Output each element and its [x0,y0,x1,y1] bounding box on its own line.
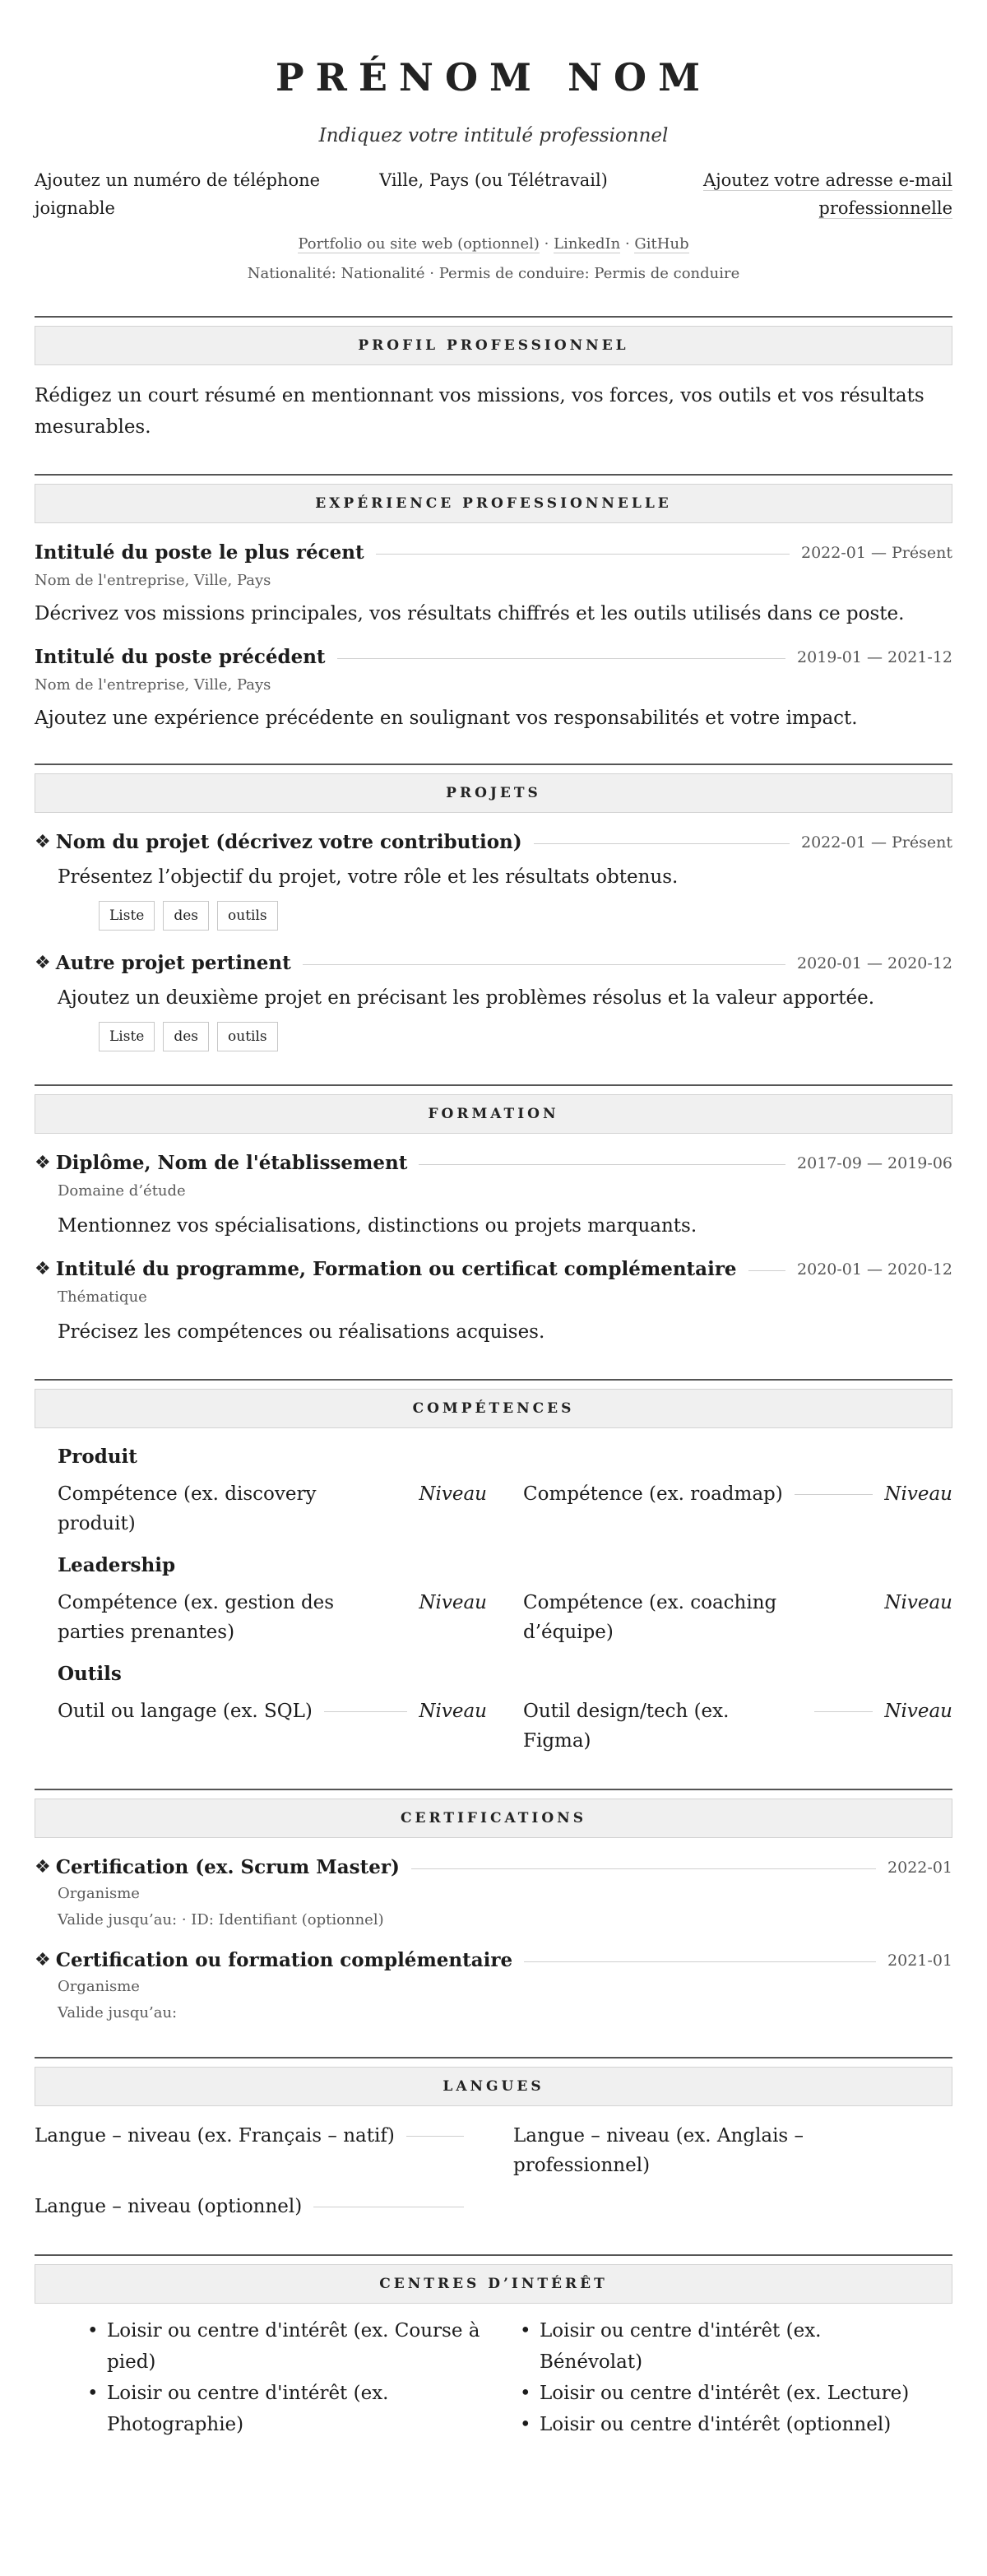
skill-grid [58,1696,952,1756]
skill-item [58,1479,487,1539]
experience-entry [35,541,952,628]
phone: Ajoutez un numéro de téléphone joignable [35,170,321,218]
section-interests [35,2254,952,2440]
degree-description: Mentionnez vos spécialisations, distinctions ou projets marquants. [58,1215,697,1237]
email[interactable] [648,166,952,222]
education-entry [35,1152,952,1240]
leader-line [748,1270,785,1271]
skill-level: Niveau [419,1701,487,1722]
skill-level: Niveau [884,1701,952,1722]
interest-item: • Loisir ou centre d'intérêt (ex. Photographie) [86,2378,497,2440]
languages-grid [35,2121,952,2221]
degree-title: Intitulé du programme, Formation ou certificat complémentaire [55,1258,737,1280]
project-entry [35,952,952,1051]
job-company: Nom de l'entreprise, Ville, Pays [35,676,271,694]
skill-group-title: Outils [58,1663,122,1685]
section-title: CENTRES D’INTÉRÊT [35,2264,952,2304]
section-title: LANGUES [35,2067,952,2106]
section-education [35,1084,952,1346]
leader-line [814,1603,873,1604]
contact-row [35,166,952,222]
tool-tag: outils [217,901,278,931]
separator: · [624,235,630,253]
section-title: EXPÉRIENCE PROFESSIONNELLE [35,484,952,523]
skill-item [523,1588,952,1647]
diamond-bullet-icon: ❖ [35,1950,51,1970]
diamond-bullet-icon: ❖ [35,1857,51,1877]
skill-item [58,1588,487,1647]
leader-line [376,554,790,555]
leader-line [814,1711,873,1712]
experience-entry [35,646,952,732]
diamond-bullet-icon: ❖ [35,832,51,852]
section-title: PROFIL PROFESSIONNEL [35,326,952,365]
interest-item: • Loisir ou centre d'intérêt (optionnel) [518,2409,929,2440]
skill-name: Outil design/tech (ex. Figma) [523,1701,730,1752]
diamond-bullet-icon: ❖ [35,1259,51,1279]
skill-name: Compétence (ex. coaching d’équipe) [523,1592,777,1643]
skill-level: Niveau [884,1483,952,1505]
section-profile [35,316,952,443]
interests-list-left [86,2315,497,2440]
separator: · [544,235,549,253]
certification-date: 2022-01 [887,1858,952,1877]
certification-title: Certification ou formation complémentaire [55,1949,513,1971]
skill-level: Niveau [419,1592,487,1613]
profile-text: Rédigez un court résumé en mentionnant vos missions, vos forces, vos outils et vos résultats mesurables. [35,385,924,438]
field-of-study: Domaine d’étude [58,1182,186,1200]
leader-line [411,1868,876,1869]
project-dates: 2022-01 — Présent [800,833,952,852]
field-of-study: Thématique [58,1288,147,1306]
skill-item [523,1479,952,1539]
degree-dates: 2017-09 — 2019-06 [797,1153,952,1172]
certification-date: 2021-01 [887,1951,952,1970]
degree-dates: 2020-01 — 2020-12 [797,1260,952,1279]
resume-page [35,0,952,2440]
skill-grid [58,1479,952,1539]
language-text: Langue – niveau (optionnel) [35,2196,303,2217]
section-projects [35,764,952,1051]
full-name: PRÉNOM NOM [276,55,711,100]
certification-entry [35,1856,952,1931]
certification-meta: Valide jusqu’au: · ID: Identifiant (optionnel) [58,1911,384,1929]
job-title: Intitulé du poste le plus récent [35,541,364,564]
leader-line [303,964,785,965]
section-skills [35,1379,952,1756]
skill-name: Compétence (ex. discovery produit) [58,1483,317,1534]
project-title: Nom du projet (décrivez votre contribution) [55,831,522,853]
skill-item [58,1696,487,1756]
tool-tags [99,901,952,931]
github-link[interactable]: GitHub [634,235,689,253]
certification-org: Organisme [58,1978,140,1995]
tool-tag: outils [217,1022,278,1051]
leader-line [795,1494,873,1495]
email-text: Ajoutez votre adresse e-mail professionnelle [702,170,952,218]
tool-tag: des [163,1022,209,1051]
linkedin-link[interactable]: LinkedIn [554,235,621,253]
project-dates: 2020-01 — 2020-12 [797,954,952,972]
tool-tags [99,1022,952,1051]
leader-line [324,1711,407,1712]
job-company: Nom de l'entreprise, Ville, Pays [35,572,271,589]
section-title: FORMATION [35,1094,952,1134]
job-dates: 2022-01 — Présent [800,543,952,562]
job-description: Ajoutez une expérience précédente en soulignant vos responsabilités et votre impact. [35,708,858,729]
degree-description: Précisez les compétences ou réalisations acquises. [58,1321,545,1343]
links-row [35,234,952,255]
project-entry [35,831,952,931]
education-entry [35,1258,952,1346]
certification-org: Organisme [58,1885,140,1902]
tool-tag: des [163,901,209,931]
language-text: Langue – niveau (ex. Français – natif) [35,2125,395,2147]
leader-line [524,1961,876,1962]
project-title: Autre projet pertinent [55,952,291,974]
language-item [35,2192,464,2221]
extra-info: Nationalité: Nationalité · Permis de conduire: Permis de conduire [247,265,740,282]
skill-name: Compétence (ex. gestion des parties prenantes) [58,1592,335,1643]
interests-lists [35,2315,952,2440]
job-dates: 2019-01 — 2021-12 [797,647,952,666]
section-title: PROJETS [35,773,952,813]
section-title: CERTIFICATIONS [35,1799,952,1838]
certification-meta: Valide jusqu’au: [58,2004,178,2021]
interests-list-right [518,2315,929,2440]
tool-tag: Liste [99,1022,155,1051]
skill-level: Niveau [884,1592,952,1613]
certification-entry [35,1949,952,2024]
leader-line [349,1603,407,1604]
job-description: Décrivez vos missions principales, vos résultats chiffrés et les outils utilisés dans ce poste. [35,603,905,624]
leader-line [337,658,785,659]
skill-group-title: Leadership [58,1554,176,1576]
project-description: Présentez l’objectif du projet, votre rôle et les résultats obtenus. [58,866,679,888]
interest-item: • Loisir ou centre d'intérêt (ex. Lecture) [518,2378,929,2409]
leader-line [419,1164,785,1165]
leader-line [534,843,790,844]
language-item [513,2121,943,2180]
leader-line [406,2136,464,2137]
skill-item [523,1696,952,1756]
certification-title: Certification (ex. Scrum Master) [55,1856,400,1878]
diamond-bullet-icon: ❖ [35,953,51,973]
interest-item: • Loisir ou centre d'intérêt (ex. Course à pied) [86,2315,497,2378]
section-title: COMPÉTENCES [35,1389,952,1428]
skill-group-title: Produit [58,1446,137,1468]
interest-item: • Loisir ou centre d'intérêt (ex. Bénévolat) [518,2315,929,2378]
degree-title: Diplôme, Nom de l'établissement [55,1152,408,1174]
leader-line [349,1494,407,1495]
job-title: Intitulé du poste précédent [35,646,326,668]
language-text: Langue – niveau (ex. Anglais – professionnel) [513,2125,804,2176]
section-experience [35,474,952,732]
headline: Indiquez votre intitulé professionnel [318,125,669,146]
diamond-bullet-icon: ❖ [35,1153,51,1173]
skill-grid [58,1588,952,1647]
language-item [35,2121,464,2180]
skill-name: Compétence (ex. roadmap) [523,1483,783,1505]
tool-tag: Liste [99,901,155,931]
skill-name: Outil ou langage (ex. SQL) [58,1701,313,1722]
portfolio-link[interactable]: Portfolio ou site web (optionnel) [298,235,540,253]
location: Ville, Pays (ou Télétravail) [379,170,608,190]
project-description: Ajoutez un deuxième projet en précisant les problèmes résolus et la valeur apportée. [58,987,875,1009]
section-certifications [35,1789,952,2024]
skill-level: Niveau [419,1483,487,1505]
section-languages [35,2057,952,2221]
